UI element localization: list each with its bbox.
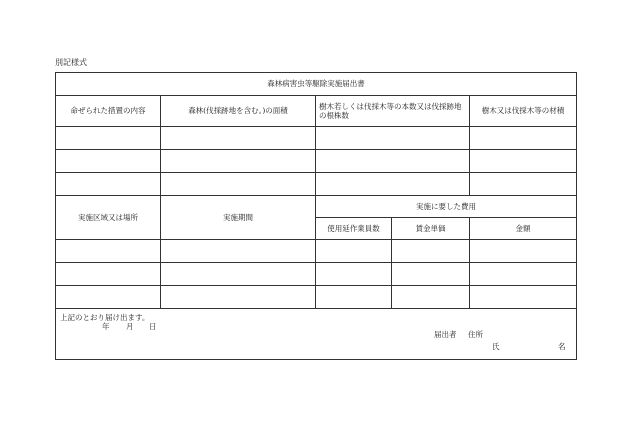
header-amount: 金額: [470, 218, 577, 240]
table2-row: [56, 240, 577, 263]
cell-area-location[interactable]: [56, 286, 161, 309]
header-measures: 命ぜられた措置の内容: [56, 96, 161, 127]
applicant-label: 届出者: [434, 330, 457, 339]
header-volume: 樹木又は伐採木等の材積: [470, 96, 577, 127]
address-label: 住所: [468, 330, 483, 339]
header-cost: 実施に要した費用: [316, 196, 577, 218]
cell-measures[interactable]: [56, 173, 161, 196]
cell-tree-count[interactable]: [316, 173, 470, 196]
header-forest-area: 森林(伐採跡地を含む。)の面積: [161, 96, 316, 127]
cell-volume[interactable]: [470, 173, 577, 196]
table2-row: [56, 263, 577, 286]
table1-row: [56, 173, 577, 196]
cell-workers[interactable]: [316, 263, 392, 286]
cell-amount[interactable]: [470, 286, 577, 309]
header-wage: 賃金単価: [392, 218, 470, 240]
table2-row: [56, 286, 577, 309]
name-surname-label: 氏: [492, 342, 500, 351]
cell-wage[interactable]: [392, 263, 470, 286]
cell-workers[interactable]: [316, 286, 392, 309]
cell-period[interactable]: [161, 286, 316, 309]
cell-volume[interactable]: [470, 127, 577, 150]
table1-row: [56, 127, 577, 150]
footer-statement: 上記のとおり届け出ます。: [60, 313, 150, 322]
cell-period[interactable]: [161, 263, 316, 286]
cell-area-location[interactable]: [56, 263, 161, 286]
table1-row: [56, 150, 577, 173]
form-footer: [56, 309, 577, 360]
cell-forest-area[interactable]: [161, 173, 316, 196]
cell-wage[interactable]: [392, 240, 470, 263]
cell-amount[interactable]: [470, 263, 577, 286]
date-year-label: 年: [102, 322, 110, 331]
cell-measures[interactable]: [56, 127, 161, 150]
cell-amount[interactable]: [470, 240, 577, 263]
header-area-location: 実施区域又は場所: [56, 196, 161, 240]
cell-volume[interactable]: [470, 150, 577, 173]
name-given-label: 名: [558, 342, 566, 351]
form-title: 森林病害虫等駆除実施届出書: [56, 73, 577, 96]
header-tree-count: 樹木若しくは伐採木等の本数又は伐採跡地の根株数: [316, 96, 470, 127]
cell-measures[interactable]: [56, 150, 161, 173]
cell-tree-count[interactable]: [316, 150, 470, 173]
header-workers: 使用延作業員数: [316, 218, 392, 240]
cell-wage[interactable]: [392, 286, 470, 309]
form-label: 別記様式: [55, 58, 87, 67]
cell-workers[interactable]: [316, 240, 392, 263]
cell-forest-area[interactable]: [161, 150, 316, 173]
cell-forest-area[interactable]: [161, 127, 316, 150]
notification-form-table: [55, 72, 577, 360]
cell-tree-count[interactable]: [316, 127, 470, 150]
cell-area-location[interactable]: [56, 240, 161, 263]
cell-period[interactable]: [161, 240, 316, 263]
header-period: 実施期間: [161, 196, 316, 240]
date-month-label: 月: [126, 322, 134, 331]
date-day-label: 日: [149, 322, 157, 331]
